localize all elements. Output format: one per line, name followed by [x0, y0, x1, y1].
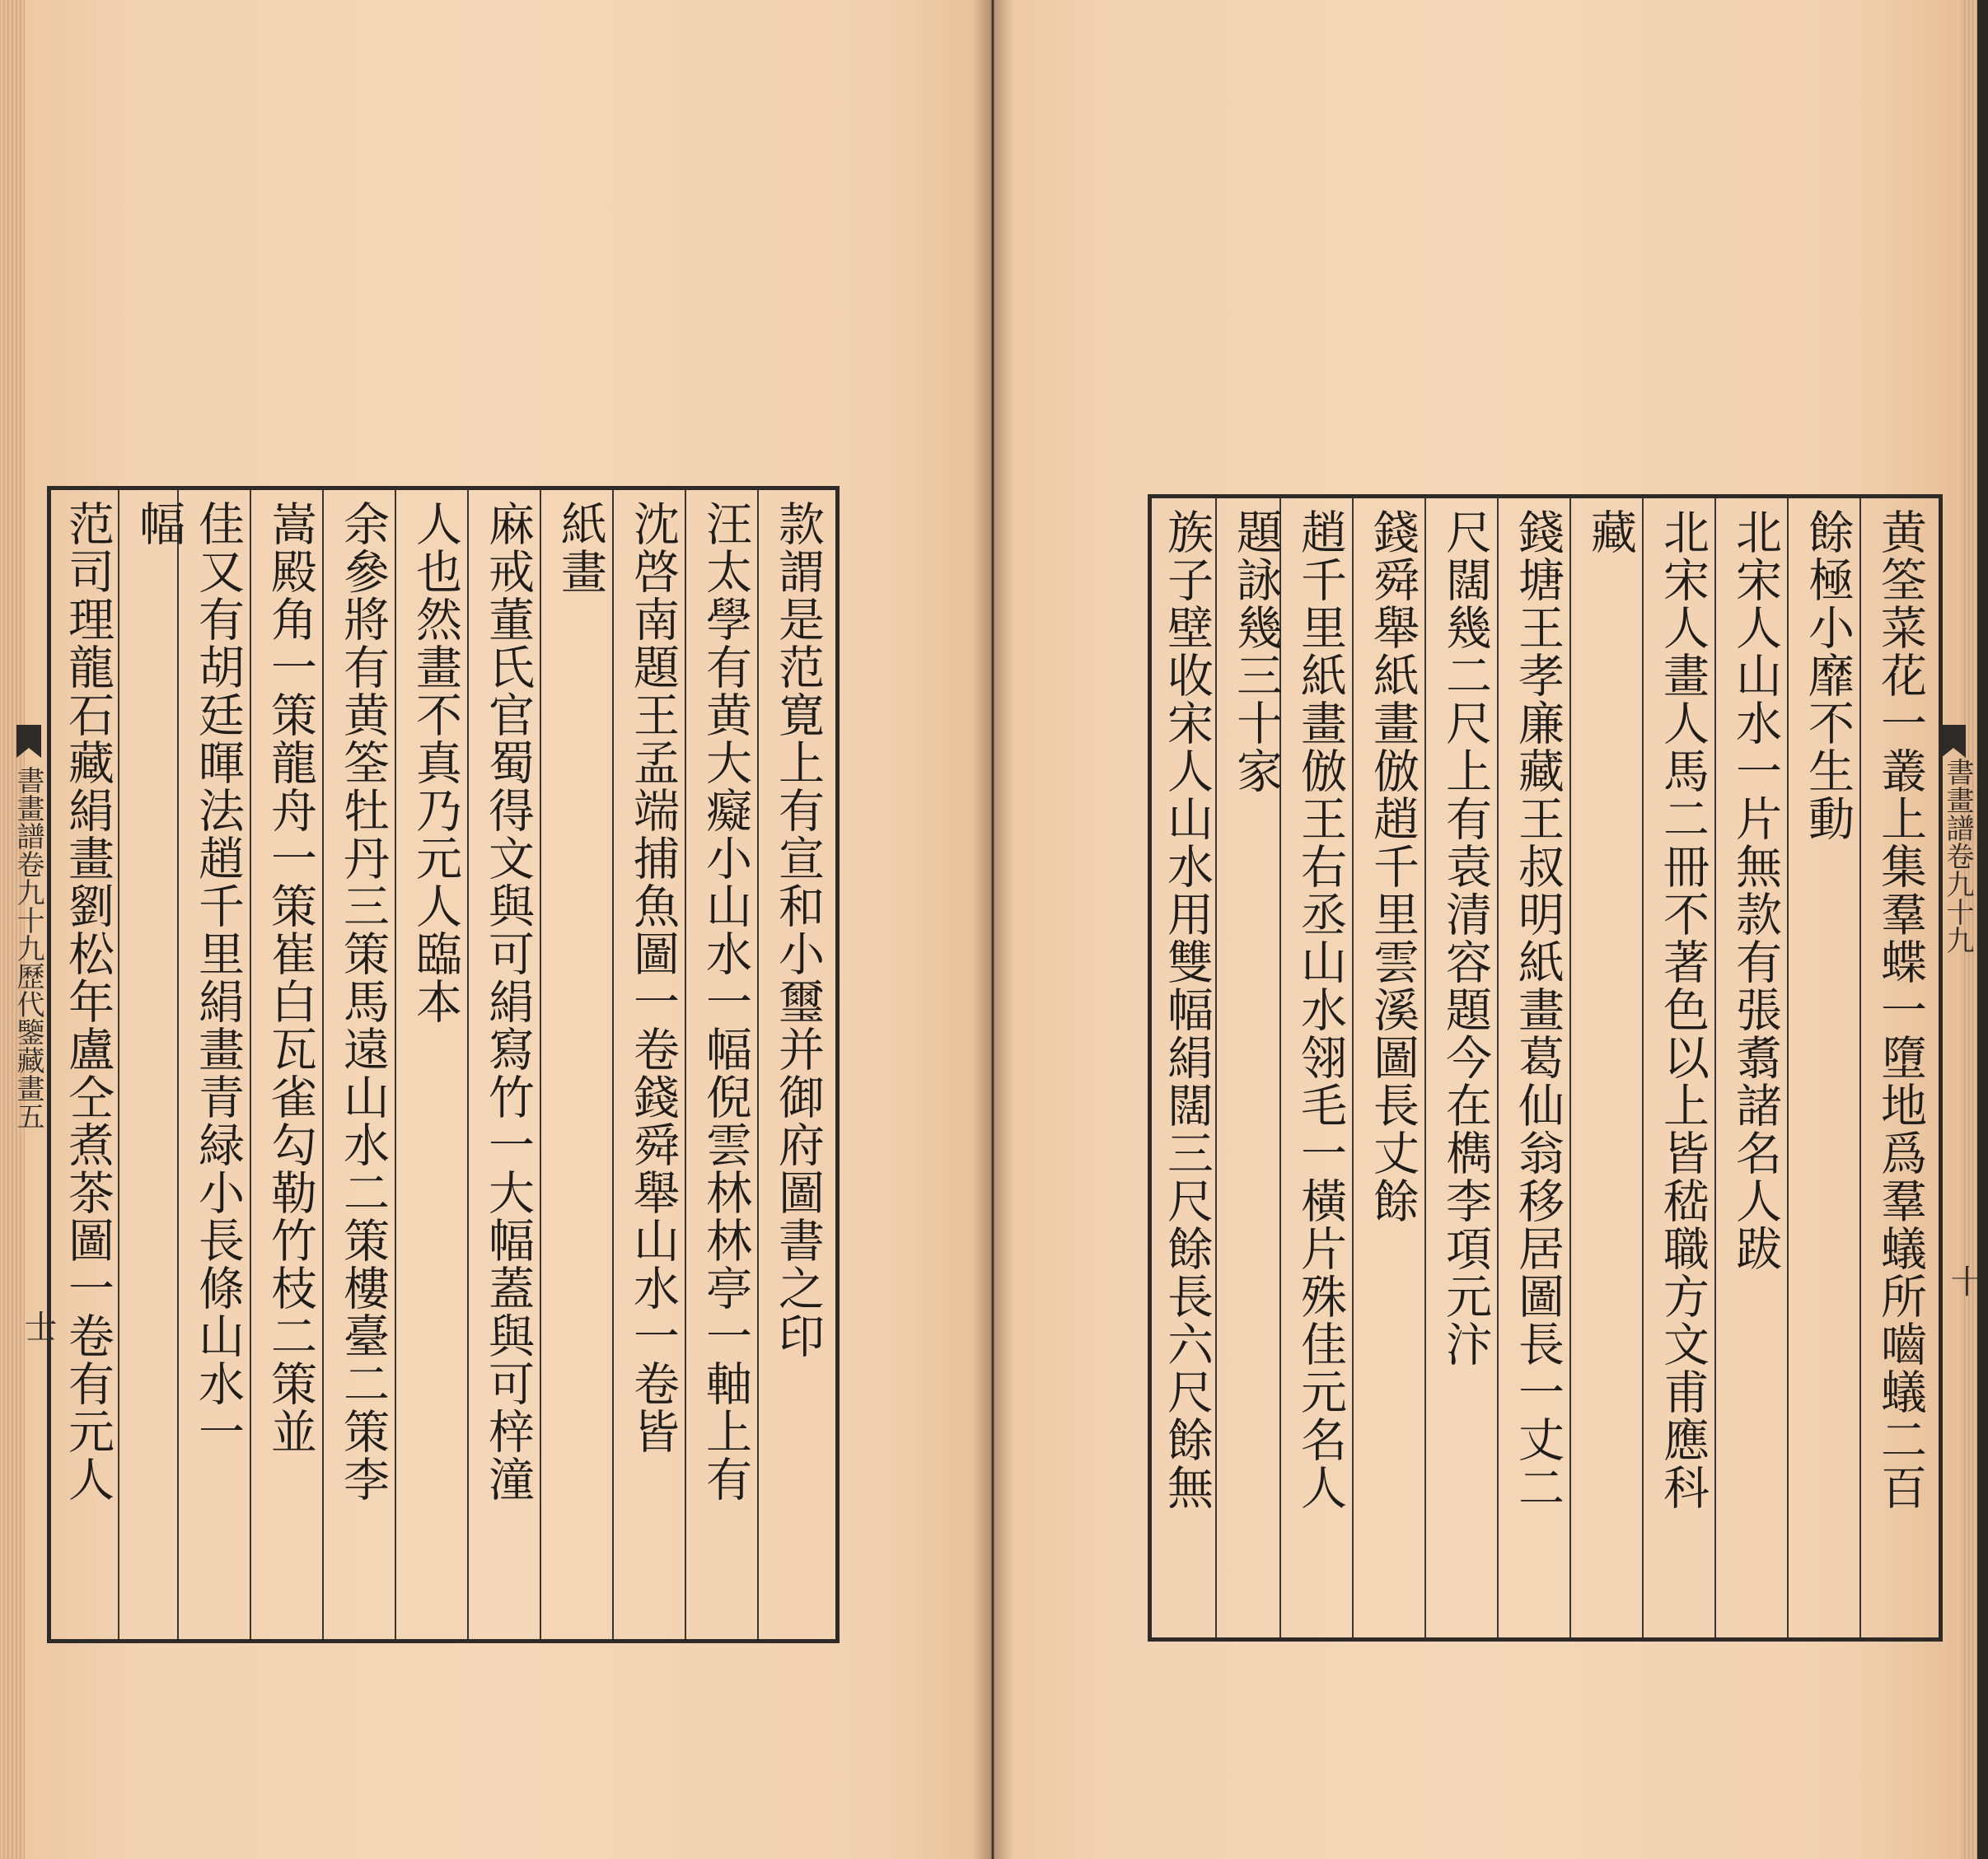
text-column-left-6: 人也然畫不真乃元人臨本: [409, 500, 462, 1025]
text-column-right-3: 北宋人山水一片無款有張翥諸名人跋: [1728, 508, 1782, 1273]
book-gutter: [972, 0, 1013, 1859]
text-column-left-5: 麻戒董氏官蜀得文與可絹寫竹一大幅蓋與可梓潼: [481, 500, 535, 1503]
text-column-right-5: 藏: [1583, 508, 1637, 556]
text-column-right-6: 錢塘王孝廉藏王叔明紙畫葛仙翁移居圖長一丈二: [1511, 508, 1565, 1511]
text-column-left-7: 余參將有黄筌牡丹三策馬遠山水二策樓臺二策李: [336, 500, 390, 1503]
text-column-right-9: 趙千里紙畫倣王右丞山水翎毛一橫片殊佳元名人: [1293, 508, 1347, 1511]
text-column-left-9: 佳又有胡廷暉法趙千里絹畫青緑小長條山水一: [191, 500, 245, 1455]
text-column-left-8: 嵩殿角一策龍舟一策崔白瓦雀勾勒竹枝二策並: [264, 500, 317, 1455]
text-frame-right: [1148, 494, 1943, 1642]
text-column-right-11: 族子壁收宋人山水用雙幅絹闊三尺餘長六尺餘無: [1160, 508, 1214, 1511]
centre-strip-right: 書畫譜卷九十九: [1941, 758, 1974, 954]
text-column-right-10: 題詠幾三十家: [1229, 508, 1283, 795]
text-column-left-3: 沈啓南題王孟端捕魚圖一卷錢舜舉山水一卷皆: [626, 500, 680, 1455]
centre-strip-left: 書畫譜卷九十九歷代鑒藏畫五: [12, 766, 44, 1130]
text-column-right-4: 北宋人畫人馬二冊不著色以上皆嵇職方文甫應科: [1656, 508, 1710, 1511]
text-frame-left: [47, 486, 840, 1643]
text-column-left-11: 范司理龍石藏絹畫劉松年盧仝煮茶圖一卷有元人: [61, 500, 115, 1503]
text-column-left-4: 紙畫: [554, 500, 607, 596]
text-column-right-7: 尺闊幾二尺上有袁清容題今在檇李項元汴: [1438, 508, 1492, 1368]
folio-number-right: 十: [1945, 1264, 1983, 1297]
text-column-right-8: 錢舜舉紙畫倣趙千里雲溪圖長丈餘: [1366, 508, 1420, 1225]
text-column-right-1: 黄筌菜花一叢上集羣蝶一墮地爲羣蟻所嚙蟻二百: [1873, 508, 1927, 1511]
text-column-left-2: 汪太學有黄大癡小山水一幅倪雲林林亭一軸上有: [699, 500, 752, 1503]
text-column-left-10: 幅: [132, 500, 185, 548]
folio-number-left: 士: [19, 1310, 57, 1343]
text-column-left-1: 款謂是范寛上有宣和小璽并御府圖書之印: [771, 500, 825, 1360]
text-column-right-2: 餘極小靡不生動: [1801, 508, 1855, 843]
